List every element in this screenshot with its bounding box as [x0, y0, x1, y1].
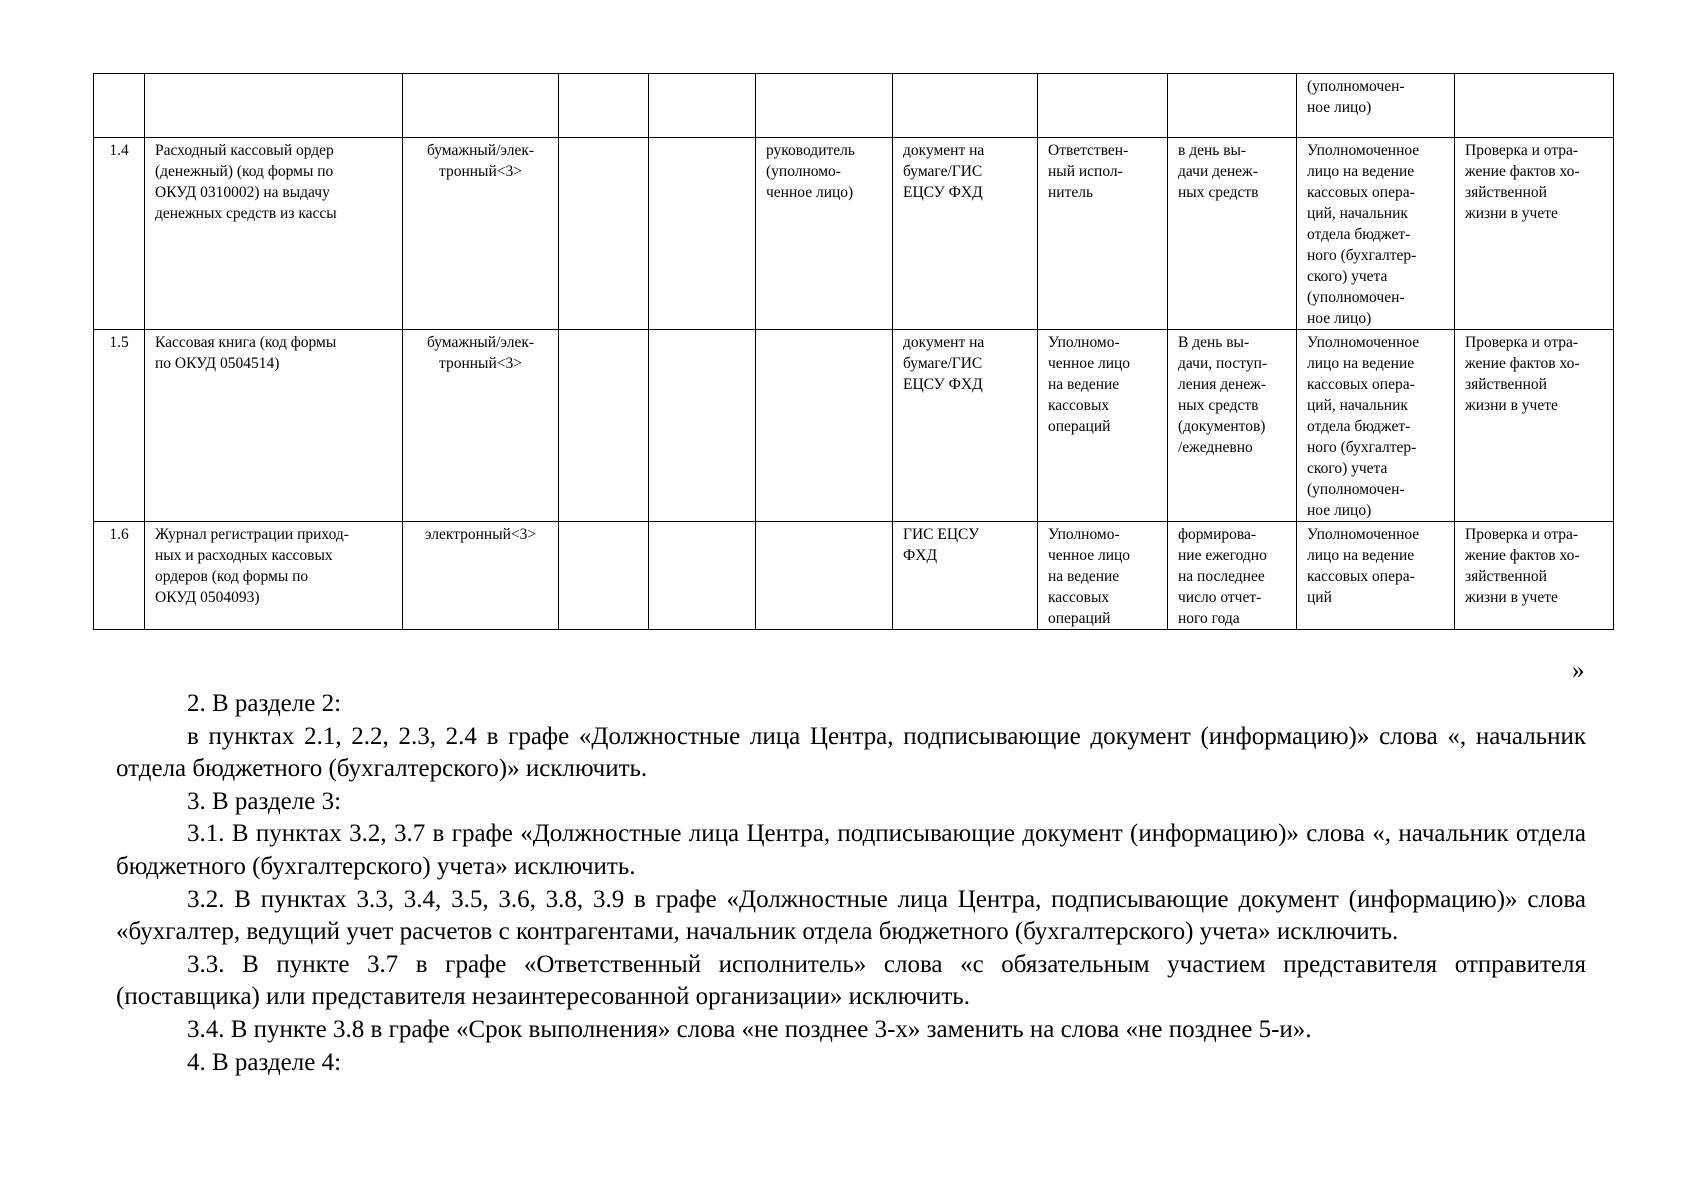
document-name-cell	[145, 330, 403, 522]
empty-cell	[559, 330, 649, 522]
cell-line: кассовых	[1048, 589, 1110, 606]
cell-line: руководитель	[766, 142, 855, 159]
cell-line: ций, начальник	[1307, 205, 1408, 222]
cell-line: зяйственной	[1465, 184, 1547, 201]
purpose-cell	[1455, 138, 1614, 330]
document-name-cell	[145, 522, 403, 630]
document-name-cell	[145, 138, 403, 330]
cell-line: ЕЦСУ ФХД	[903, 376, 983, 393]
cell-line: ций, начальник	[1307, 397, 1408, 414]
cell-line: денежных средств из кассы	[155, 205, 337, 222]
document-form-cell	[403, 330, 559, 522]
cell-line: по ОКУД 0504514)	[155, 355, 280, 372]
document-form-cell	[403, 522, 559, 630]
row-number: 1.4	[94, 138, 145, 330]
cell-line: Журнал регистрации приход-	[155, 526, 349, 543]
cell-line: Расходный кассовый ордер	[155, 142, 334, 159]
closing-quote: »	[1572, 657, 1585, 684]
cell-line: ОКУД 0504093)	[155, 589, 260, 606]
cell-line: документ на	[903, 142, 985, 159]
signers-cell	[1297, 330, 1455, 522]
cell-line: бумажный/элек-	[426, 334, 535, 351]
cell-line: жение фактов хо-	[1465, 355, 1580, 372]
approver-cell	[756, 138, 893, 330]
signers-cell	[1297, 138, 1455, 330]
format-cell	[893, 330, 1038, 522]
cell-line: на ведение	[1048, 376, 1120, 393]
empty-cell	[559, 74, 649, 138]
empty-cell	[649, 74, 756, 138]
empty-cell	[649, 330, 756, 522]
approver-cell	[756, 74, 893, 138]
executor-cell	[1038, 330, 1168, 522]
cell-line: лицо на ведение	[1307, 547, 1415, 564]
cell-line: Проверка и отра-	[1465, 142, 1579, 159]
table-row	[94, 74, 1614, 138]
empty-cell	[559, 522, 649, 630]
cell-line: Уполномо-	[1048, 334, 1120, 351]
amendment-text	[116, 688, 1586, 1079]
cell-line: бумаге/ГИС	[903, 163, 983, 180]
cell-line: лицо на ведение	[1307, 163, 1415, 180]
executor-cell	[1038, 74, 1168, 138]
cell-line: зяйственной	[1465, 376, 1547, 393]
cell-line: документ на	[903, 334, 985, 351]
cell-line: Ответствен-	[1048, 142, 1129, 159]
format-cell	[893, 74, 1038, 138]
purpose-cell	[1455, 522, 1614, 630]
cell-line: Уполномоченное	[1307, 334, 1420, 351]
cell-line: ных средств	[1178, 184, 1259, 201]
purpose-cell	[1455, 74, 1614, 138]
cell-line: тронный<3>	[439, 355, 522, 372]
deadline-cell	[1168, 138, 1297, 330]
cell-line: Проверка и отра-	[1465, 334, 1579, 351]
cell-line: ный испол-	[1048, 163, 1123, 180]
cell-line: Уполномоченное	[1307, 526, 1420, 543]
cell-line: дачи денеж-	[1178, 163, 1258, 180]
cell-line: (уполномочен-	[1307, 78, 1405, 95]
cell-line: дачи, поступ-	[1178, 355, 1268, 372]
cell-line: Кассовая книга (код формы	[155, 334, 337, 351]
paragraph-section-2-items: в пунктах 2.1, 2.2, 2.3, 2.4 в графе «Должностные лица Центра, подписывающие документ (информацию)» слова «, начальник отдела бюджетного (бухгалтерского)» исключить.	[116, 722, 1586, 783]
paragraph-3-2: 3.2. В пунктах 3.3, 3.4, 3.5, 3.6, 3.8, 3.9 в графе «Должностные лица Центра, подписывающие документ (информацию)» слова «бухгалтер, ведущий учет расчетов с контрагентами, начальник отдела бюджетного (бухгалтерского) учета» исключить.	[116, 885, 1586, 946]
row-number	[94, 74, 145, 138]
cell-line: Уполномоченное	[1307, 142, 1420, 159]
cell-line: кассовых опера-	[1307, 184, 1415, 201]
cell-line: жизни в учете	[1465, 589, 1558, 606]
cell-line: ное лицо)	[1307, 502, 1372, 519]
cell-line: ное лицо)	[1307, 99, 1372, 116]
cell-line: ных и расходных кассовых	[155, 547, 333, 564]
cell-line: лицо на ведение	[1307, 355, 1415, 372]
empty-cell	[649, 138, 756, 330]
paragraph-3-3: 3.3. В пункте 3.7 в графе «Ответственный исполнитель» слова «с обязательным участием представителя отправителя (поставщика) или представителя незаинтересованной организации» исключить.	[116, 950, 1586, 1011]
cell-line: жизни в учете	[1465, 205, 1558, 222]
cell-line: нитель	[1048, 184, 1094, 201]
cell-line: жение фактов хо-	[1465, 163, 1580, 180]
executor-cell	[1038, 522, 1168, 630]
cell-line: ордеров (код формы по	[155, 568, 309, 585]
paragraph-section-3: 3. В разделе 3:	[187, 787, 342, 815]
cell-line: отдела бюджет-	[1307, 226, 1411, 243]
cell-line: жизни в учете	[1465, 397, 1558, 414]
paragraph-3-1: 3.1. В пунктах 3.2, 3.7 в графе «Должностные лица Центра, подписывающие документ (информацию)» слова «, начальник отдела бюджетного (бухгалтерского) учета» исключить.	[116, 820, 1586, 880]
paragraph-3-4: 3.4. В пункте 3.8 в графе «Срок выполнения» слова «не позднее 3-х» заменить на слова «не позднее 5-и».	[187, 1015, 1312, 1043]
cell-line: ОКУД 0310002) на выдачу	[155, 184, 330, 201]
cell-line: на ведение	[1048, 568, 1120, 585]
cell-line: кассовых	[1048, 397, 1110, 414]
cell-line: ного (бухгалтер-	[1307, 439, 1417, 456]
cell-line: отдела бюджет-	[1307, 418, 1411, 435]
cell-line: /ежедневно	[1178, 439, 1253, 456]
cell-line: ное лицо)	[1307, 310, 1372, 327]
cell-line: формирова-	[1178, 526, 1257, 543]
document-table	[93, 73, 1614, 630]
cell-line: ных средств	[1178, 397, 1259, 414]
format-cell	[893, 138, 1038, 330]
approver-cell	[756, 522, 893, 630]
cell-line: операций	[1048, 610, 1111, 627]
approver-cell	[756, 330, 893, 522]
cell-line: ФХД	[903, 547, 938, 564]
table-row	[94, 330, 1614, 522]
empty-cell	[649, 522, 756, 630]
deadline-cell	[1168, 74, 1297, 138]
cell-line: Уполномо-	[1048, 526, 1120, 543]
cell-line: число отчет-	[1178, 589, 1262, 606]
document-form-cell	[403, 74, 559, 138]
cell-line: (уполномочен-	[1307, 481, 1405, 498]
paragraph-section-4: 4. В разделе 4:	[187, 1048, 342, 1076]
paragraph-section-2: 2. В разделе 2:	[187, 690, 342, 717]
cell-line: кассовых опера-	[1307, 568, 1415, 585]
table-row	[94, 138, 1614, 330]
cell-line: электронный<3>	[424, 526, 537, 543]
row-number: 1.5	[94, 330, 145, 522]
cell-line: ского) учета	[1307, 460, 1388, 477]
empty-cell	[559, 138, 649, 330]
cell-line: ченное лицо	[1048, 547, 1131, 564]
cell-line: (уполномо-	[766, 163, 841, 180]
cell-line: в день вы-	[1178, 142, 1247, 159]
cell-line: тронный<3>	[439, 163, 522, 180]
format-cell	[893, 522, 1038, 630]
cell-line: ления денеж-	[1178, 376, 1267, 393]
cell-line: ного (бухгалтер-	[1307, 247, 1417, 264]
cell-line: ного года	[1178, 610, 1240, 627]
purpose-cell	[1455, 330, 1614, 522]
cell-line: Проверка и отра-	[1465, 526, 1579, 543]
cell-line: ченное лицо	[1048, 355, 1131, 372]
signers-cell	[1297, 522, 1455, 630]
executor-cell	[1038, 138, 1168, 330]
document-name-cell	[145, 74, 403, 138]
cell-line: бумажный/элек-	[426, 142, 535, 159]
cell-line: В день вы-	[1178, 334, 1250, 351]
row-number: 1.6	[94, 522, 145, 630]
cell-line: бумаге/ГИС	[903, 355, 983, 372]
cell-line: кассовых опера-	[1307, 376, 1415, 393]
cell-line: ние ежегодно	[1178, 547, 1267, 564]
cell-line: жение фактов хо-	[1465, 547, 1580, 564]
cell-line: (денежный) (код формы по	[155, 163, 334, 180]
cell-line: на последнее	[1178, 568, 1265, 585]
cell-line: (документов)	[1178, 418, 1266, 435]
cell-line: (уполномочен-	[1307, 289, 1405, 306]
cell-line: ций	[1307, 589, 1332, 606]
deadline-cell	[1168, 522, 1297, 630]
cell-line: ченное лицо)	[766, 184, 854, 201]
cell-line: операций	[1048, 418, 1111, 435]
cell-line: ЕЦСУ ФХД	[903, 184, 983, 201]
cell-line: ского) учета	[1307, 268, 1388, 285]
deadline-cell	[1168, 330, 1297, 522]
table-row	[94, 522, 1614, 630]
signers-cell	[1297, 74, 1455, 138]
document-form-cell	[403, 138, 559, 330]
cell-line: ГИС ЕЦСУ	[903, 526, 980, 543]
cell-line: зяйственной	[1465, 568, 1547, 585]
